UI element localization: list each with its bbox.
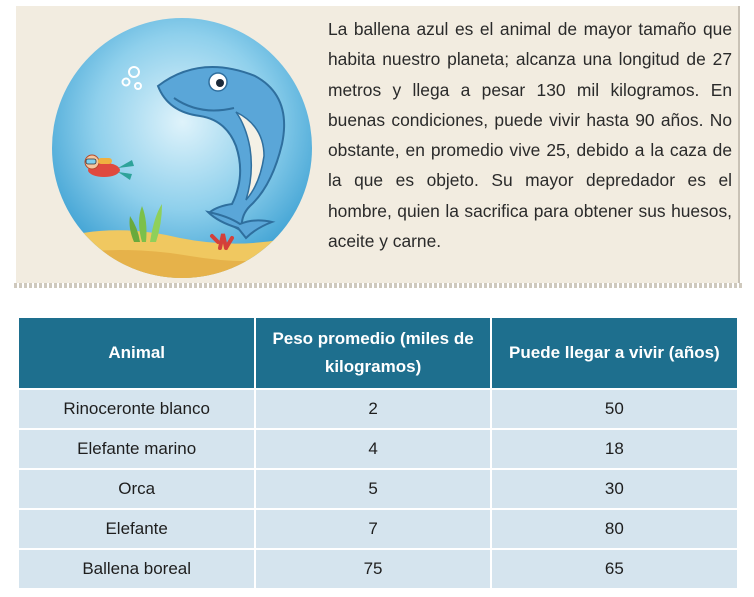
table-row (18, 509, 738, 549)
table-row (18, 469, 738, 509)
table-header-row (18, 317, 738, 389)
cell-animal: Elefante (18, 509, 255, 549)
underwater-scene-image (50, 16, 315, 281)
table-row (18, 549, 738, 589)
torn-paper-edge (14, 283, 742, 288)
cell-animal: Ballena boreal (18, 549, 255, 589)
table-row (18, 389, 738, 429)
animal-data-table (17, 316, 739, 590)
cell-animal: Elefante marino (18, 429, 255, 469)
cell-peso: 7 (255, 509, 490, 549)
cell-peso: 4 (255, 429, 490, 469)
cell-vida: 80 (491, 509, 738, 549)
cell-animal: Rinoceronte blanco (18, 389, 255, 429)
cell-peso: 2 (255, 389, 490, 429)
cell-vida: 18 (491, 429, 738, 469)
cell-peso: 75 (255, 549, 490, 589)
cell-peso: 5 (255, 469, 490, 509)
header-animal: Animal (18, 317, 255, 389)
cell-animal: Orca (18, 469, 255, 509)
cell-vida: 30 (491, 469, 738, 509)
header-puede-vivir: Puede llegar a vivir (años) (491, 317, 738, 389)
table-row (18, 429, 738, 469)
cell-vida: 65 (491, 549, 738, 589)
header-peso-promedio: Peso promedio (miles de kilogramos) (255, 317, 490, 389)
blue-whale-illustration (50, 16, 315, 281)
cell-vida: 50 (491, 389, 738, 429)
info-card (16, 6, 740, 287)
blue-whale-paragraph: La ballena azul es el animal de mayor tamaño que habita nuestro planeta; alcanza una longitud de 27 metros y llega a pesar 130 mil kilogramos. En buenas condiciones, puede vivir hasta 90 años. No obstante, en promedio vive 25, debido a la caza de la que es objeto. Su mayor depredador es el hombre, quien la sacrifica para obtener sus huesos, aceite y carne. (328, 19, 732, 252)
